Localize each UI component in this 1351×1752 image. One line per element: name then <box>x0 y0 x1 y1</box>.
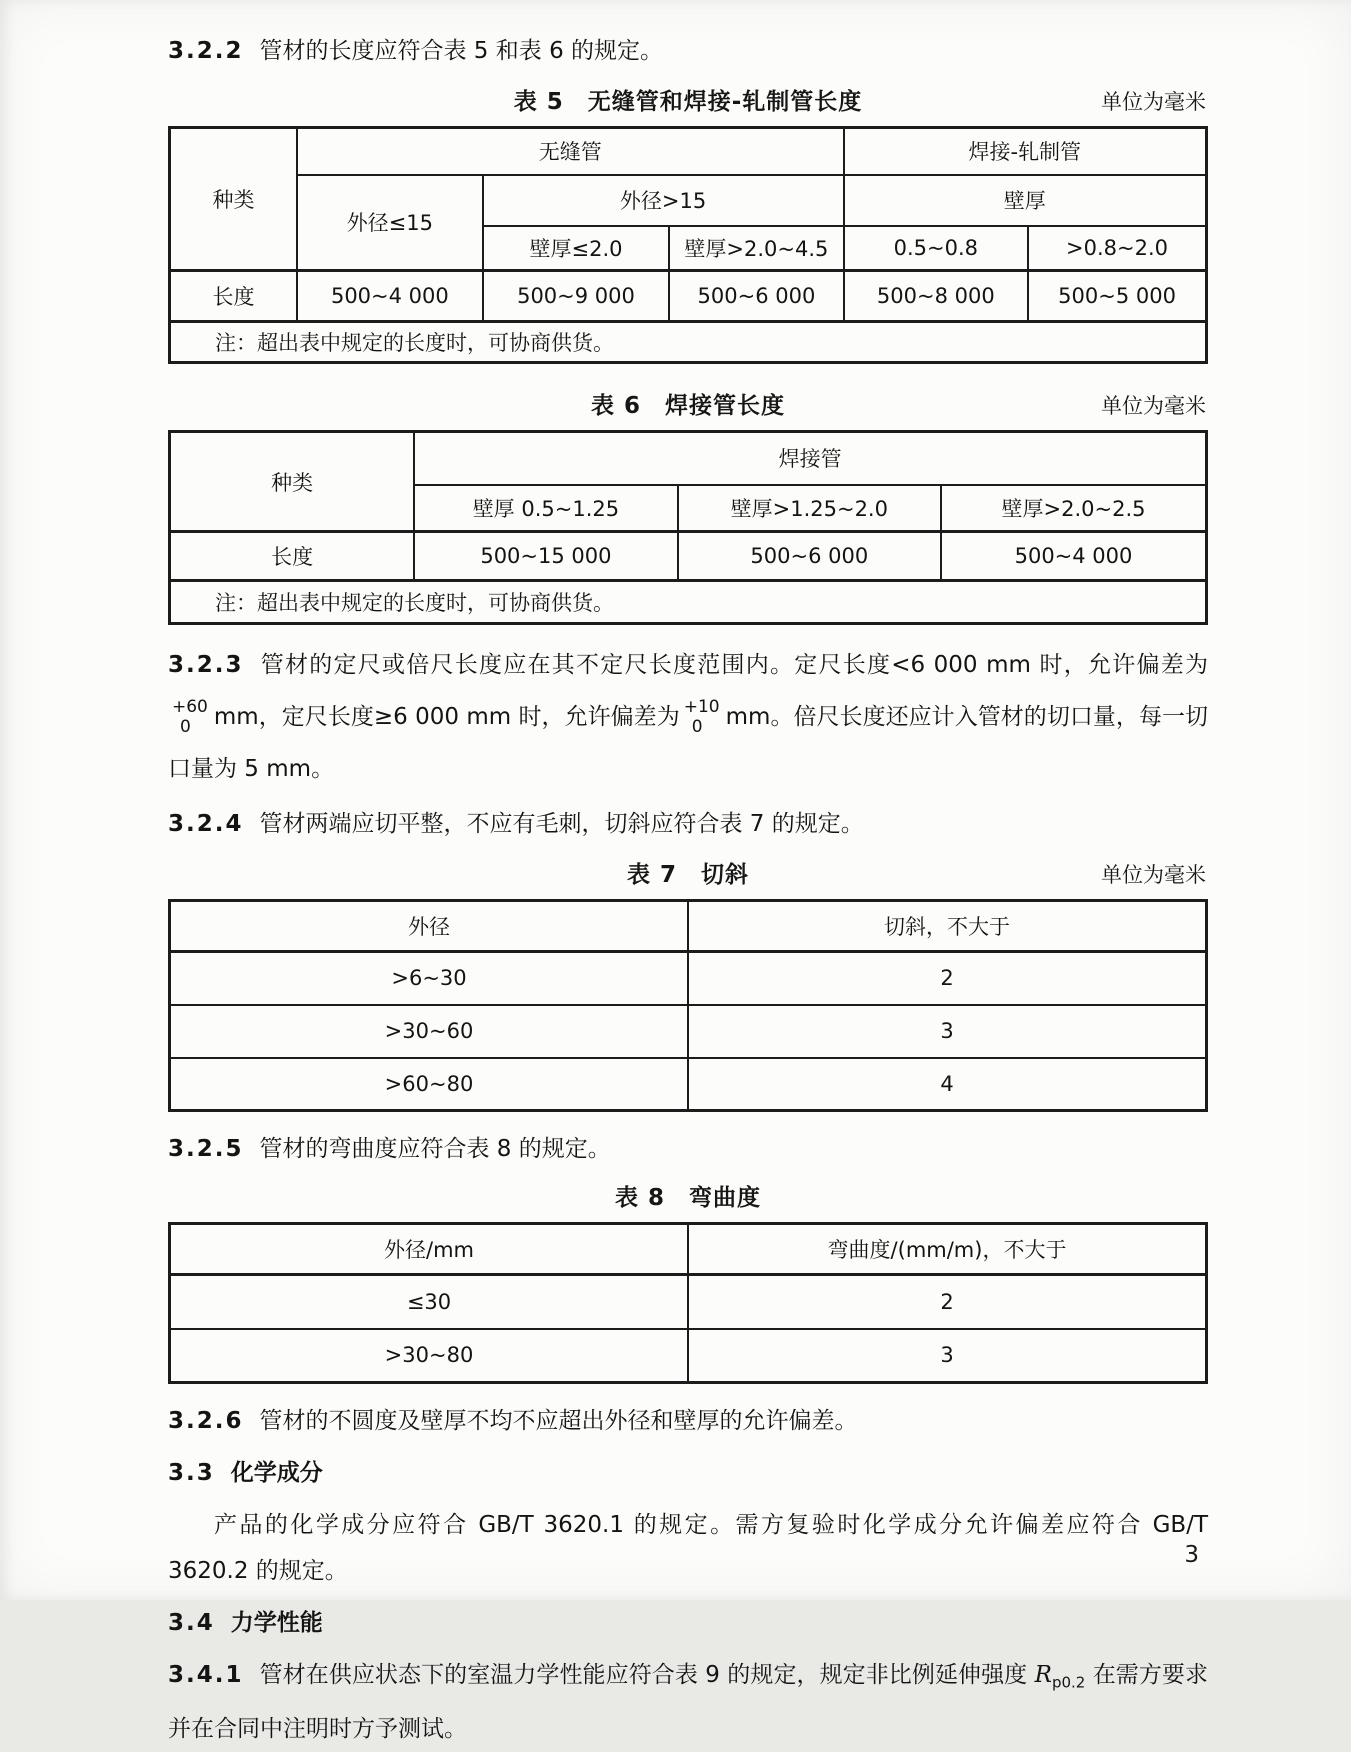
section-text: 管材两端应切平整，不应有毛刺，切斜应符合表 7 的规定。 <box>259 811 864 837</box>
table6-caption: 表 6 焊接管长度 <box>590 393 785 419</box>
section-text: 管材在供应状态下的室温力学性能应符合表 9 的规定，规定非比例延伸强度 <box>259 1662 1035 1688</box>
table7-od-range: >60~80 <box>170 1058 689 1111</box>
section-3-4-heading <box>168 1600 1208 1646</box>
table7-od-range: >6~30 <box>170 952 689 1005</box>
table8-bend-value: 2 <box>688 1275 1207 1329</box>
table-row <box>170 532 1207 581</box>
table6-col-header: 壁厚>1.25~2.0 <box>678 485 941 532</box>
table8-col1-header: 外径/mm <box>170 1224 689 1275</box>
table5-caption: 表 5 无缝管和焊接-轧制管长度 <box>513 89 863 115</box>
table5-sub-od-le15: 外径≤15 <box>297 175 483 271</box>
table6-kind-header: 种类 <box>170 432 415 532</box>
table6-col-header: 壁厚 0.5~1.25 <box>414 485 677 532</box>
table5-leaf-header: 壁厚>2.0~4.5 <box>669 226 843 271</box>
tolerance-stack: +60 0 <box>172 697 208 737</box>
table8-caption: 表 8 弯曲度 <box>614 1185 761 1211</box>
table-row <box>170 1275 1207 1329</box>
table5-sub-od-gt15: 外径>15 <box>483 175 844 226</box>
table6-length-value: 500~6 000 <box>678 532 941 581</box>
table5-group-seamless: 无缝管 <box>297 128 843 175</box>
table7-skew-value: 2 <box>688 952 1207 1005</box>
section-3-3-heading <box>168 1450 1208 1496</box>
table-row <box>170 1329 1207 1383</box>
section-number: 3.2.4 <box>168 811 244 837</box>
section-3-4-1 <box>168 1652 1208 1752</box>
table8-caption-row <box>168 1178 1208 1218</box>
table5-leaf-header: >0.8~2.0 <box>1028 226 1206 271</box>
table-row <box>170 952 1207 1005</box>
section-3-2-6 <box>168 1398 1208 1444</box>
section-number: 3.2.3 <box>168 652 244 678</box>
table5-leaf-header: 壁厚≤2.0 <box>483 226 670 271</box>
table5-length-value: 500~6 000 <box>669 271 843 322</box>
table5-length-label: 长度 <box>170 271 298 322</box>
table5-length-value: 500~8 000 <box>844 271 1029 322</box>
table7-col2-header: 切斜，不大于 <box>688 901 1207 952</box>
section-text: 管材的弯曲度应符合表 8 的规定。 <box>259 1136 611 1162</box>
table8-od-range: ≤30 <box>170 1275 689 1329</box>
tolerance-stack: +10 0 <box>683 697 720 737</box>
page-number: 3 <box>1184 1542 1199 1568</box>
table5-caption-row <box>168 82 1208 122</box>
section-3-3-body <box>168 1502 1208 1594</box>
r-subscript: p0.2 <box>1051 1673 1086 1692</box>
table-8 <box>168 1222 1208 1384</box>
section-number: 3.4 <box>168 1610 215 1636</box>
section-text: 管材的长度应符合表 5 和表 6 的规定。 <box>259 38 664 64</box>
section-number: 3.2.5 <box>168 1136 244 1162</box>
table5-length-value: 500~4 000 <box>297 271 483 322</box>
table-7 <box>168 899 1208 1112</box>
section-text: 管材的不圆度及壁厚不均不应超出外径和壁厚的允许偏差。 <box>259 1408 858 1434</box>
section-3-2-5 <box>168 1126 1208 1172</box>
table-row <box>170 1058 1207 1111</box>
table7-skew-value: 4 <box>688 1058 1207 1111</box>
section-number: 3.4.1 <box>168 1662 244 1688</box>
table-row <box>170 1005 1207 1058</box>
table6-unit-label: 单位为毫米 <box>1101 394 1206 418</box>
section-3-2-2 <box>168 28 1208 74</box>
section-number: 3.2.2 <box>168 38 244 64</box>
table5-group-welded-rolled: 焊接-轧制管 <box>844 128 1207 175</box>
table8-od-range: >30~80 <box>170 1329 689 1383</box>
table5-note: 注：超出表中规定的长度时，可协商供货。 <box>170 322 1207 363</box>
table5-kind-header: 种类 <box>170 128 298 271</box>
table5-leaf-header: 0.5~0.8 <box>844 226 1029 271</box>
table-row <box>170 271 1207 322</box>
table5-length-value: 500~9 000 <box>483 271 670 322</box>
section-3-2-4 <box>168 801 1208 847</box>
section-number: 3.2.6 <box>168 1408 244 1434</box>
section-text: 管材的定尺或倍尺长度应在其不定尺长度范围内。定尺长度<6 000 mm 时，允许偏差为 <box>259 652 1208 678</box>
table-6 <box>168 430 1208 625</box>
table7-caption: 表 7 切斜 <box>626 862 749 888</box>
section-number: 3.3 <box>168 1460 215 1486</box>
table7-od-range: >30~60 <box>170 1005 689 1058</box>
table6-group-welded: 焊接管 <box>414 432 1206 485</box>
table7-caption-row <box>168 855 1208 895</box>
r-symbol: R <box>1034 1662 1052 1688</box>
table6-caption-row <box>168 386 1208 426</box>
table6-length-value: 500~15 000 <box>414 532 677 581</box>
section-title: 力学性能 <box>230 1610 323 1636</box>
table5-unit-label: 单位为毫米 <box>1101 90 1206 114</box>
table6-length-label: 长度 <box>170 532 415 581</box>
table7-col1-header: 外径 <box>170 901 689 952</box>
section-text: 在需方要求并在合同中注明时方予测试。 <box>168 1662 1208 1742</box>
table-5 <box>168 126 1208 364</box>
section-text: 产品的化学成分应符合 GB/T 3620.1 的规定。需方复验时化学成分允许偏差应符合 GB/T 3620.2 的规定。 <box>168 1512 1208 1584</box>
section-3-2-3 <box>168 639 1208 795</box>
table6-col-header: 壁厚>2.0~2.5 <box>941 485 1207 532</box>
table8-col2-header: 弯曲度/(mm/m)，不大于 <box>688 1224 1207 1275</box>
table6-length-value: 500~4 000 <box>941 532 1207 581</box>
table8-bend-value: 3 <box>688 1329 1207 1383</box>
table7-skew-value: 3 <box>688 1005 1207 1058</box>
section-title: 化学成分 <box>230 1460 323 1486</box>
section-text: mm，定尺长度≥6 000 mm 时，允许偏差为 <box>213 704 680 730</box>
section-text: mm。倍尺长度还应计入管材的切口量，每一切口量为 5 mm。 <box>168 704 1209 782</box>
table5-length-value: 500~5 000 <box>1028 271 1206 322</box>
table5-sub-wall: 壁厚 <box>844 175 1207 226</box>
table6-note: 注：超出表中规定的长度时，可协商供货。 <box>170 581 1207 624</box>
table7-unit-label: 单位为毫米 <box>1101 863 1206 887</box>
